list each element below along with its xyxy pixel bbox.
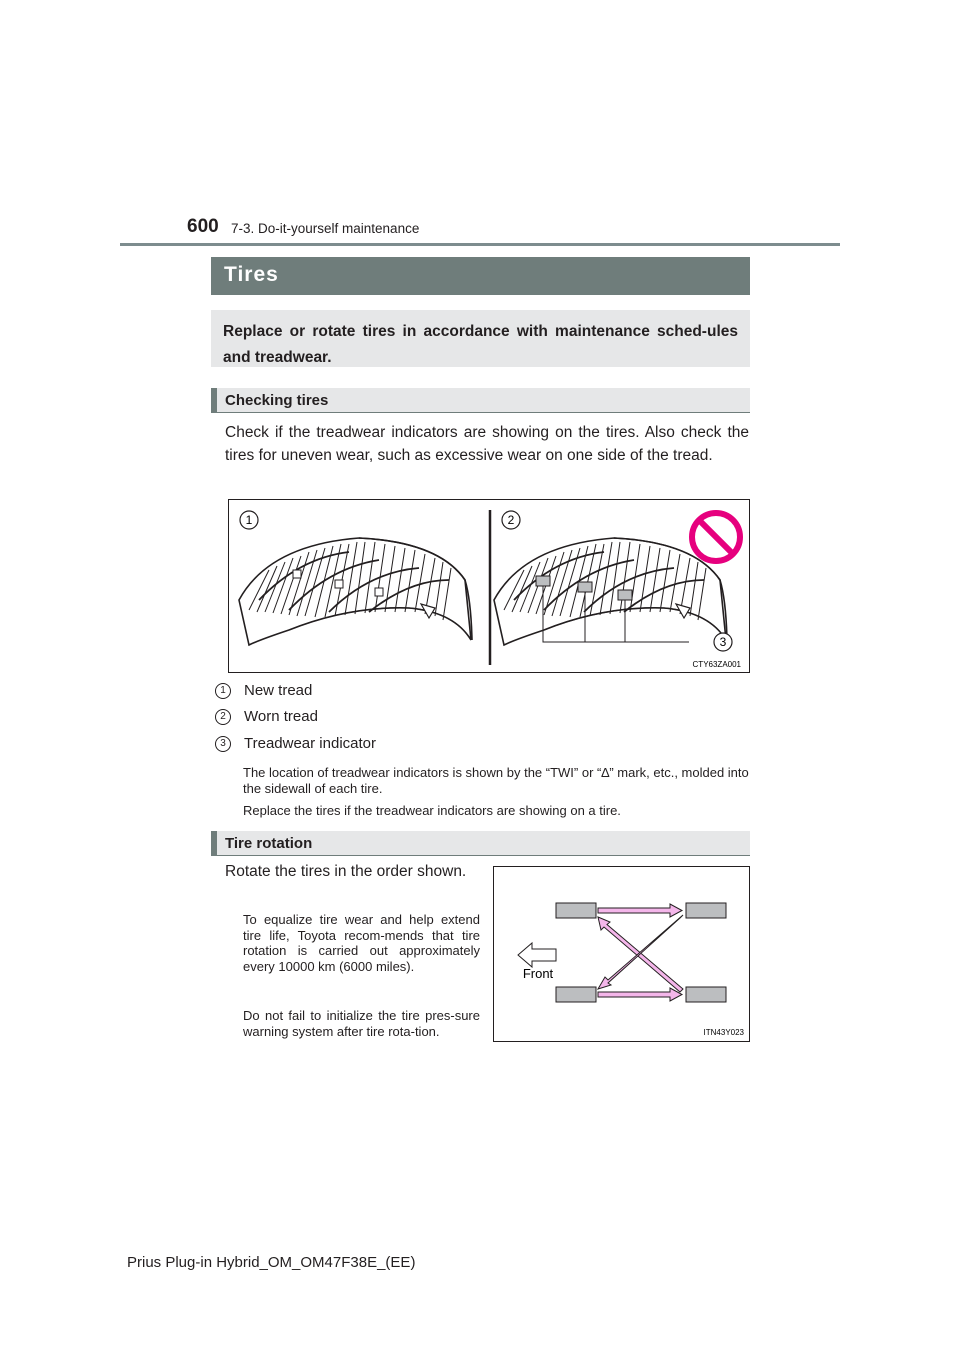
legend-label-2: Worn tread xyxy=(244,708,318,725)
rotation-note-1: To equalize tire wear and help extend tire life, Toyota recom-mends that tire rotation is carried out approximately every 10000 km (6000 miles). xyxy=(243,912,480,974)
tire-rotation-heading-text: Tire rotation xyxy=(225,835,313,852)
header-divider xyxy=(120,243,840,246)
tire-rotation-heading xyxy=(211,831,750,856)
callout-1-text: 1 xyxy=(245,513,253,527)
rotation-figure-code: ITN43Y023 xyxy=(703,1028,744,1037)
callout-3-text: 3 xyxy=(719,635,727,649)
front-label: Front xyxy=(522,966,554,981)
rotation-figure xyxy=(493,866,750,1042)
new-tread-tire xyxy=(239,538,472,645)
section-title: 7-3. Do-it-yourself maintenance xyxy=(231,221,420,236)
treadwear-note-1: The location of treadwear indicators is shown by the “TWI” or “∆” mark, etc., molded into the sidewall of each tire. xyxy=(243,765,749,796)
intro-box xyxy=(211,310,750,367)
rotation-diagram xyxy=(494,867,749,1041)
page-title: Tires xyxy=(224,263,279,286)
rotation-arrows xyxy=(598,904,683,1001)
legend-num-2: 2 xyxy=(215,709,231,725)
tire-front-left xyxy=(556,903,596,918)
legend-label-1: New tread xyxy=(244,682,313,699)
treadwear-figure xyxy=(228,499,750,673)
tire-rear-left xyxy=(686,903,726,918)
tire-front-right xyxy=(556,987,596,1002)
legend-num-1: 1 xyxy=(215,683,231,699)
legend-label-3: Treadwear indicator xyxy=(244,735,377,752)
legend-item-1 xyxy=(215,682,312,699)
legend-num-3: 3 xyxy=(215,736,231,752)
front-arrow-icon xyxy=(518,943,556,967)
legend-item-2 xyxy=(215,708,318,725)
checking-tires-heading-text: Checking tires xyxy=(225,392,329,409)
rotation-note-2: Do not fail to initialize the tire pres-sure warning system after tire rota-tion. xyxy=(243,1008,480,1039)
rotation-paragraph: Rotate the tires in the order shown. xyxy=(225,863,467,880)
checking-paragraph: Check if the treadwear indicators are showing on the tires. Also check the tires for uneven wear, such as excessive wear on one side of the tread. xyxy=(225,424,749,464)
legend-item-3 xyxy=(215,735,376,752)
treadwear-illustration xyxy=(229,500,749,672)
worn-tread-tire xyxy=(494,538,727,645)
no-entry-icon xyxy=(692,513,740,561)
checking-tires-heading xyxy=(211,388,750,413)
treadwear-note-2: Replace the tires if the treadwear indicators are showing on a tire. xyxy=(243,803,621,818)
footer-doc-id: Prius Plug-in Hybrid_OM_OM47F38E_(EE) xyxy=(127,1254,416,1271)
page-number: 600 xyxy=(187,216,219,237)
callout-2-text: 2 xyxy=(507,513,515,527)
tire-rear-right xyxy=(686,987,726,1002)
intro-text: Replace or rotate tires in accordance with maintenance sched-ules and treadwear. xyxy=(223,323,738,366)
figure-code: CTY63ZA001 xyxy=(692,660,741,669)
title-bar xyxy=(211,257,750,295)
